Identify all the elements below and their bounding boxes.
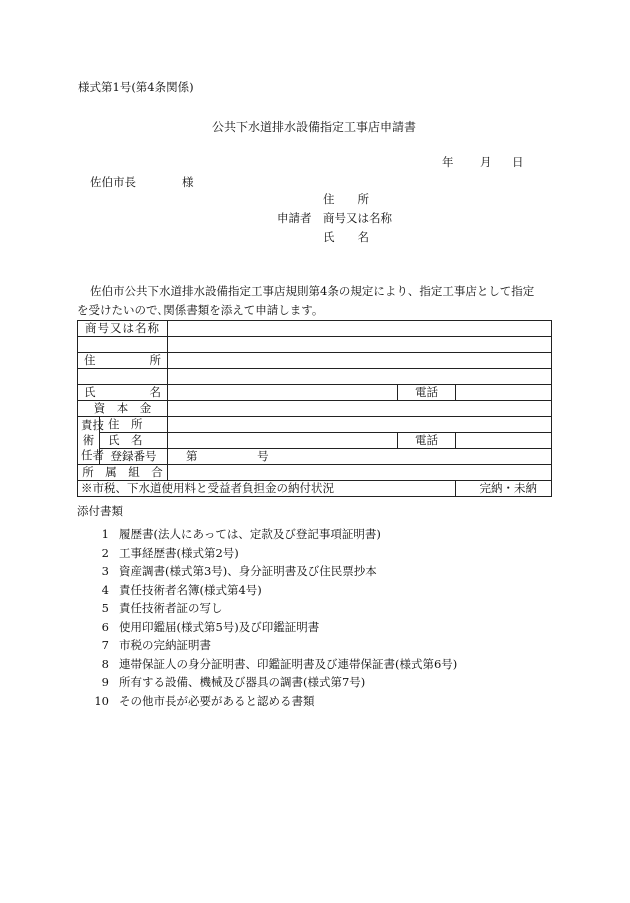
tech-lead-label: 責技 術 任者 [78, 417, 100, 465]
table-row [78, 417, 552, 433]
list-item: 5 責任技術者証の写し [101, 601, 223, 615]
attachments-list [91, 525, 457, 710]
phone-label: 電話 [398, 385, 456, 401]
list-item: 4 責任技術者名簿(様式第4号) [101, 582, 262, 597]
date-month: 月 [480, 155, 492, 169]
name-value[interactable] [168, 385, 398, 401]
applicant-name-label: 氏 名 [323, 230, 369, 244]
table-row [78, 321, 552, 337]
phone-value[interactable] [456, 385, 552, 401]
tech-address-label: 住 所 [100, 417, 168, 433]
tech-name-label: 氏 名 [100, 433, 168, 449]
list-item: 1 履歴書(法人にあっては、定款及び登記事項証明書) [101, 527, 381, 541]
list-item: 6 使用印鑑届(様式第5号)及び印鑑証明書 [101, 619, 320, 634]
table-row [78, 401, 552, 417]
list-item: 8 連帯保証人の身分証明書、印鑑証明書及び連帯保証書(様式第6号) [101, 656, 458, 671]
table-row [78, 337, 552, 353]
body-line-2: を受けたいので､関係書類を添えて申請します。 [77, 303, 324, 317]
attachments-heading: 添付書類 [77, 504, 123, 518]
list-item: 2 工事経歴書(様式第2号) [101, 545, 239, 560]
table-row [78, 353, 552, 369]
tech-phone-value[interactable] [456, 433, 552, 449]
table-row [78, 465, 552, 481]
list-item: 3 資産調書(様式第3号)、身分証明書及び住民票抄本 [101, 564, 377, 578]
table-row [78, 481, 552, 497]
paid-status[interactable]: 完納・未納 [456, 481, 552, 497]
body-line-1: 佐伯市公共下水道排水設備指定工事店規則第4条の規定により、指定工事店として指定 [90, 284, 535, 298]
list-item: 10 その他市長が必要があると認める書類 [94, 693, 315, 708]
capital-label: 資 本 金 [78, 401, 168, 417]
trade-name-label: 商号又は名称 [78, 321, 168, 337]
capital-value[interactable] [168, 401, 552, 417]
trade-name-value-2[interactable] [168, 337, 552, 353]
applicant-label: 申請者 [277, 211, 312, 225]
table-row [78, 449, 552, 465]
registration-go: 号 [257, 449, 269, 463]
tech-name-value[interactable] [168, 433, 398, 449]
trade-name-value[interactable] [168, 321, 552, 337]
address-value-2[interactable] [168, 369, 552, 385]
addressee: 佐伯市長 [90, 175, 136, 189]
table-row [78, 369, 552, 385]
application-table [77, 320, 552, 497]
date-day: 日 [512, 155, 524, 169]
name-label: 氏 名 [78, 385, 168, 401]
address-value[interactable] [168, 353, 552, 369]
applicant-address-label: 住 所 [323, 192, 369, 206]
tech-address-value[interactable] [168, 417, 552, 433]
tax-status-label: ※市税、下水道使用料と受益者負担金の納付状況 [78, 481, 456, 497]
applicant-trade-name-label: 商号又は名称 [323, 211, 392, 225]
registration-dai: 第 [186, 449, 198, 463]
tech-phone-label: 電話 [398, 433, 456, 449]
form-number: 様式第1号(第4条関係) [78, 80, 194, 94]
list-item: 7 市税の完納証明書 [101, 638, 211, 652]
registration-label: 登録番号 [100, 449, 168, 465]
affiliation-label: 所 属 組 合 [78, 465, 168, 481]
address-label: 住 所 [78, 353, 168, 369]
document-title: 公共下水道排水設備指定工事店申請書 [212, 120, 417, 134]
affiliation-value[interactable] [168, 465, 552, 481]
table-row [78, 385, 552, 401]
date-year: 年 [442, 155, 454, 169]
list-item: 9 所有する設備、機械及び器具の調書(様式第7号) [101, 675, 366, 689]
registration-value[interactable] [168, 449, 552, 465]
table-row [78, 433, 552, 449]
honorific: 様 [182, 175, 194, 189]
